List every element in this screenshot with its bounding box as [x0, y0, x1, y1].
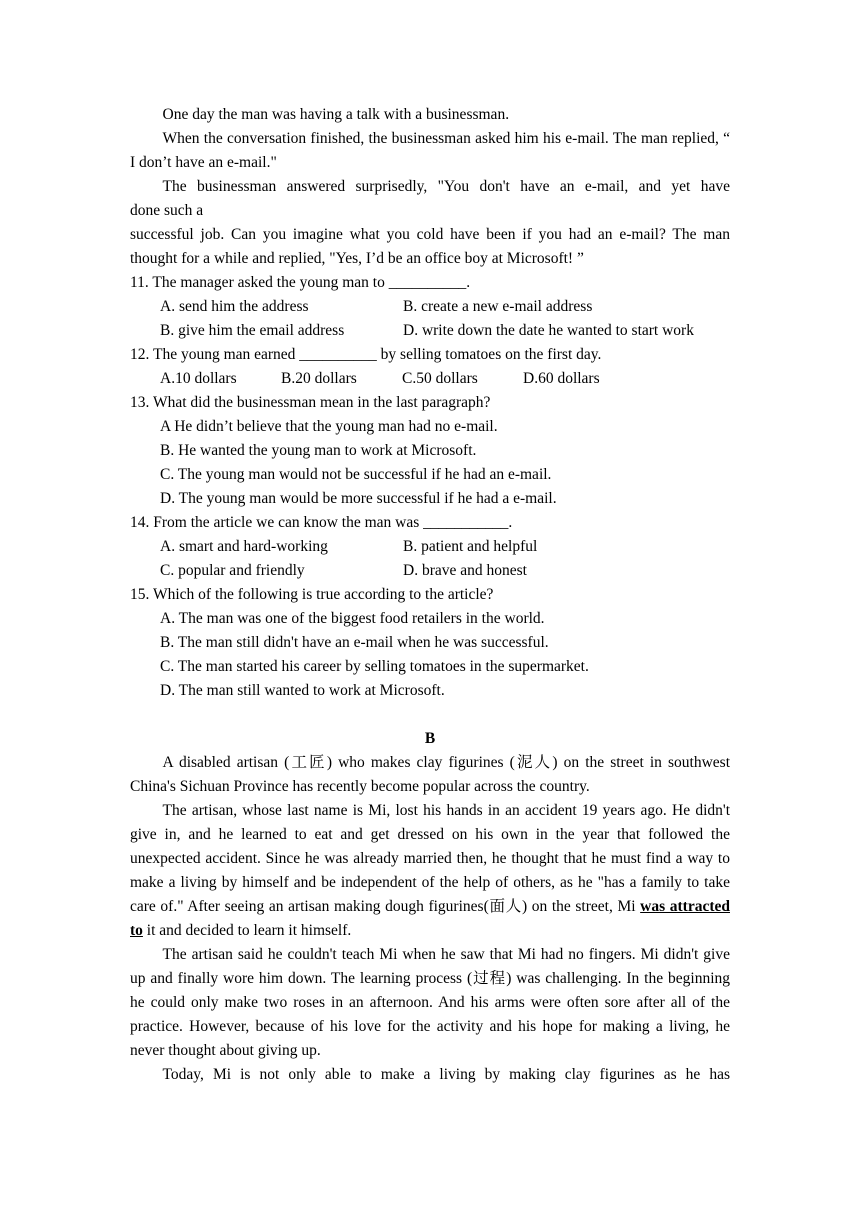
option-c: C. The man started his career by selling tomatoes in the supermarket. [160, 658, 589, 675]
question-stem: 15. Which of the following is true according to the article? [130, 586, 494, 603]
option-b: B. create a new e-mail address [403, 298, 593, 315]
paragraph-text: The artisan, whose last name is Mi, lost his hands in an accident 19 years ago. He didn't give in, and he learned to eat and get dressed on his own in the year that followed the unexpected accident. Since he was already married then, he thought that he must find a way to make a living by himself and be independent of the help of others, as he "has a family to take care of." After seeing an artisan making dough figurines(面人) on the street, Mi [130, 802, 730, 915]
option-row [130, 319, 730, 343]
option-d: D. brave and honest [403, 562, 527, 579]
question-stem: 11. The manager asked the young man to __________. [130, 274, 471, 291]
question-14 [130, 511, 730, 583]
option-a: A.10 dollars [160, 370, 237, 387]
question-stem: 13. What did the businessman mean in the last paragraph? [130, 394, 491, 411]
option-b: B. He wanted the young man to work at Microsoft. [160, 442, 477, 459]
option-b: B. patient and helpful [403, 538, 538, 555]
option-d: D. The young man would be more successful if he had a e-mail. [160, 490, 557, 507]
section-b-title: B [424, 730, 436, 747]
question-15 [130, 583, 730, 703]
section-b-paragraph-1: A disabled artisan (工匠) who makes clay figurines (泥人) on the street in southwest China's Sichuan Province has recently become popular across the country. [130, 754, 730, 795]
option-b: B. The man still didn't have an e-mail when he was successful. [160, 634, 549, 651]
option-a: A. send him the address [160, 298, 309, 315]
option-c: C.50 dollars [402, 370, 478, 387]
option-row [130, 559, 730, 583]
passage-a-paragraph-4: successful job. Can you imagine what you cold have been if you had an e-mail? The man thought for a while and replied, "Yes, I’d be an office boy at Microsoft! ” [130, 226, 730, 267]
section-b-paragraph-3: The artisan said he couldn't teach Mi when he saw that Mi had no fingers. Mi didn't give up and finally wore him down. The learning process (过程) was challenging. In the beginning he could only make two roses in an afternoon. And his arms were often sore after all of the practice. However, because of his love for the activity and his hope for making a living, he never thought about giving up. [130, 946, 730, 1059]
option-c: C. The young man would not be successful if he had an e-mail. [160, 466, 552, 483]
question-11 [130, 271, 730, 343]
option-row [130, 367, 730, 391]
option-a: A He didn’t believe that the young man had no e-mail. [160, 418, 498, 435]
question-stem: 14. From the article we can know the man was ___________. [130, 514, 513, 531]
paragraph-text: it and decided to learn it himself. [142, 922, 352, 939]
question-13 [130, 391, 730, 511]
option-row [130, 295, 730, 319]
highlighted-phrase: was attracted to [130, 898, 730, 939]
option-d: D. The man still wanted to work at Microsoft. [160, 682, 445, 699]
passage-a-paragraph-1: One day the man was having a talk with a businessman. [162, 106, 510, 123]
passage-a-paragraph-3-line-2: done such a [130, 202, 204, 219]
passage-a-paragraph-3-line-1: The businessman answered surprisedly, "You don't have an e-mail, and yet have [162, 178, 730, 195]
option-a: A. The man was one of the biggest food retailers in the world. [160, 610, 545, 627]
option-d: D.60 dollars [523, 370, 600, 387]
option-row [130, 535, 730, 559]
option-a: A. smart and hard-working [160, 538, 328, 555]
option-d: D. write down the date he wanted to start work [403, 322, 694, 339]
passage-a-paragraph-2: When the conversation finished, the businessman asked him his e-mail. The man replied, “ I don’t have an e-mail." [130, 130, 730, 171]
option-b: B.20 dollars [281, 370, 357, 387]
document-content [130, 103, 730, 1087]
section-b-paragraph-2 [130, 799, 730, 943]
section-b-paragraph-4: Today, Mi is not only able to make a living by making clay figurines as he has [162, 1066, 730, 1083]
option-c: C. popular and friendly [160, 562, 305, 579]
question-stem: 12. The young man earned __________ by selling tomatoes on the first day. [130, 346, 602, 363]
option-c: B. give him the email address [160, 322, 345, 339]
question-12 [130, 343, 730, 391]
